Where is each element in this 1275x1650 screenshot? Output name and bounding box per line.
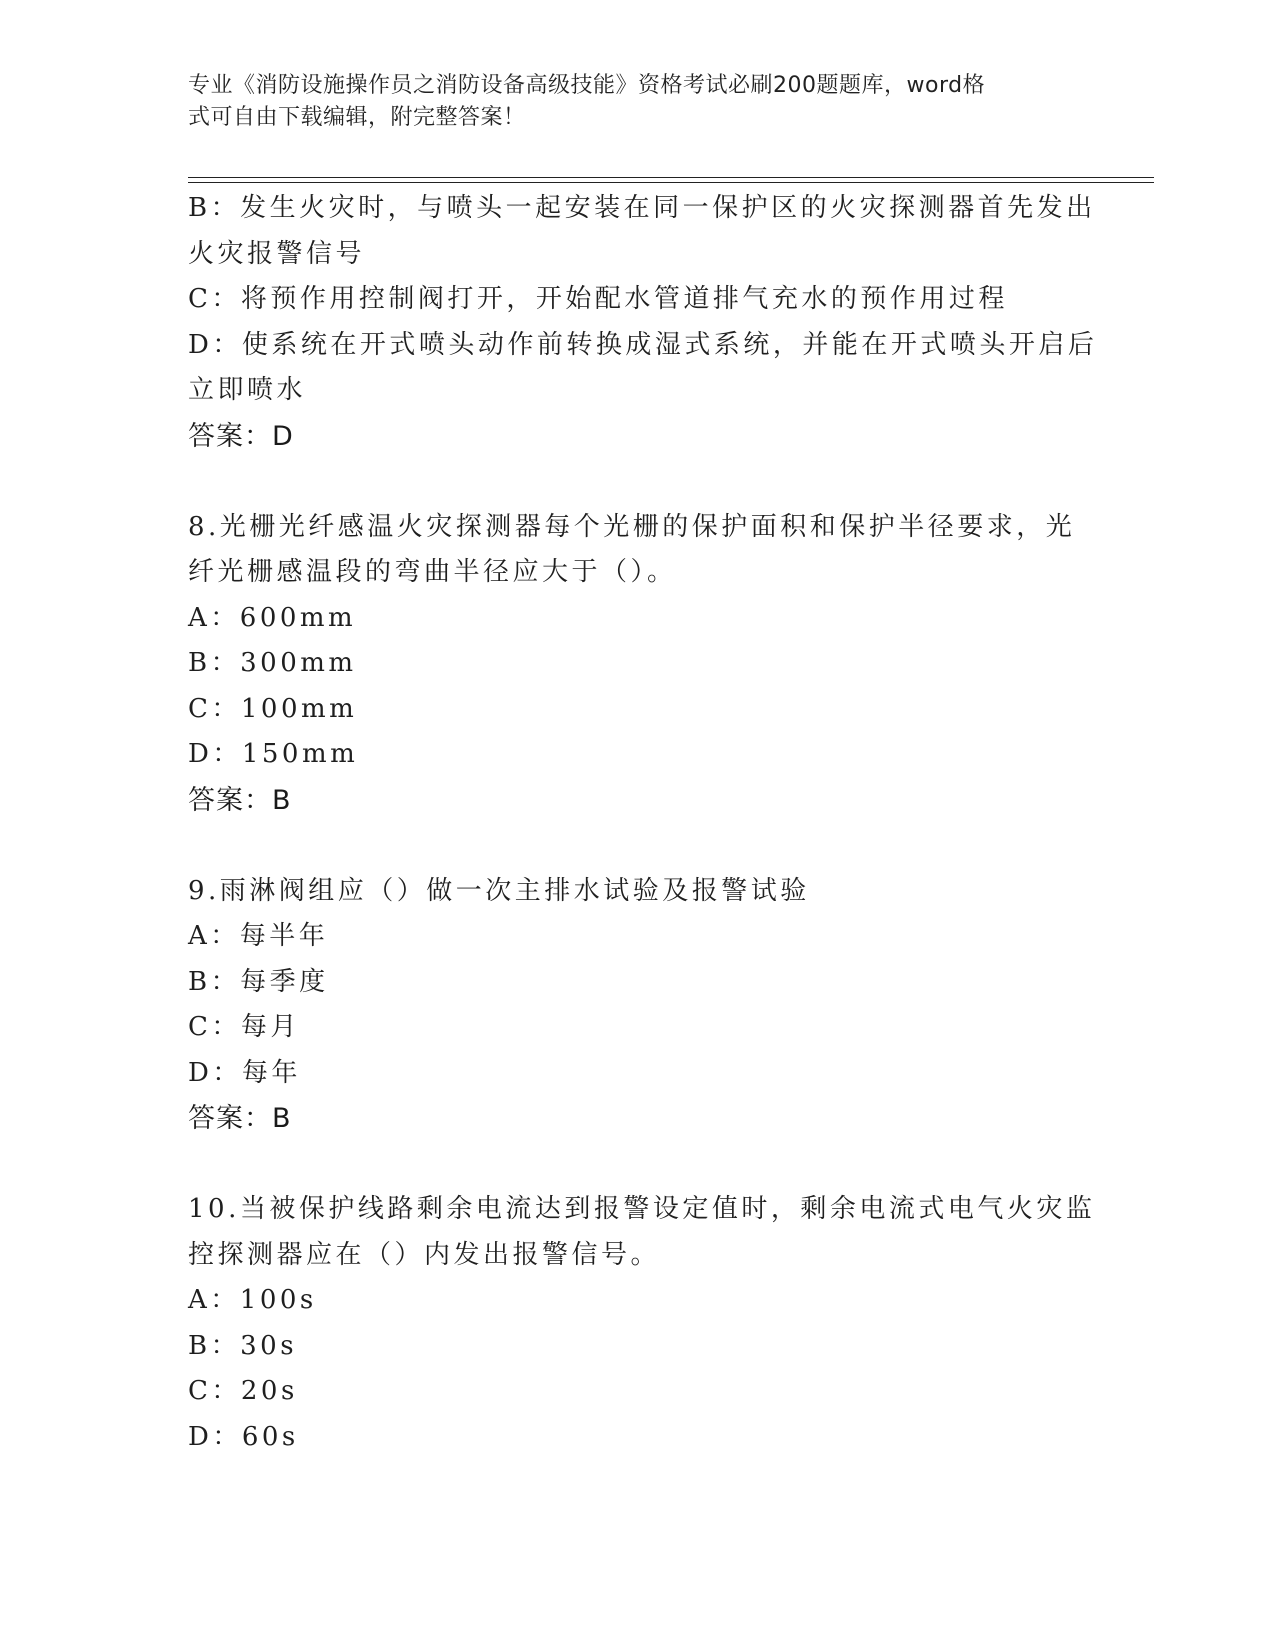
question-stem-line-1: 9.雨淋阀组应（）做一次主排水试验及报警试验 (188, 875, 810, 906)
option-d: D：60s (188, 1421, 299, 1452)
option-c: C：100mm (188, 693, 358, 724)
option-c: C：20s (188, 1376, 298, 1406)
option-d: D：每年 (188, 1057, 301, 1088)
spacer (188, 459, 1078, 505)
spacer (188, 823, 1078, 869)
question-9 (188, 869, 1078, 1142)
option-b: B：300mm (188, 648, 357, 678)
header-line-2: 式可自由下载编辑，附完整答案！ (188, 105, 526, 130)
question-stem-line-2: 控探测器应在（）内发出报警信号。 (188, 1239, 661, 1270)
header-divider-bottom (188, 182, 1154, 183)
question-10 (188, 1187, 1096, 1460)
option-a: A：每半年 (188, 921, 329, 951)
option-b: B：每季度 (188, 966, 329, 997)
question-stem-line-1: 10.当被保护线路剩余电流达到报警设定值时，剩余电流式电气火灾监 (188, 1194, 1096, 1224)
option-d: D：150mm (188, 739, 359, 769)
option-d-line-2: 立即喷水 (188, 375, 307, 405)
question-7-tail (188, 186, 1098, 459)
question-stem-line-2: 纤光栅感温段的弯曲半径应大于（）。 (188, 557, 677, 587)
option-b-line-2: 火灾报警信号 (188, 238, 366, 269)
option-c: C：每月 (188, 1012, 300, 1042)
option-b: B：30s (188, 1330, 298, 1361)
option-a: A：600mm (188, 602, 357, 633)
question-list (188, 186, 1098, 1460)
document-header (188, 70, 1068, 134)
option-b-line-1: B：发生火灾时，与喷头一起安装在同一保护区的火灾探测器首先发出 (188, 193, 1096, 223)
answer-label: 答案：D (188, 420, 294, 452)
spacer (188, 1142, 1078, 1188)
option-a: A：100s (188, 1285, 317, 1315)
answer-label: 答案：B (188, 1103, 292, 1134)
option-d-line-1: D：使系统在开式喷头动作前转换成湿式系统，并能在开式喷头开启后 (188, 329, 1098, 360)
option-c: C：将预作用控制阀打开，开始配水管道排气充水的预作用过程 (188, 284, 1008, 314)
header-line-1: 专业《消防设施操作员之消防设备高级技能》资格考试必刷200题题库，word格 (188, 73, 986, 98)
question-stem-line-1: 8.光栅光纤感温火灾探测器每个光栅的保护面积和保护半径要求，光 (188, 511, 1076, 542)
question-8 (188, 505, 1078, 824)
answer-label: 答案：B (188, 784, 292, 816)
header-divider-top (188, 177, 1154, 178)
